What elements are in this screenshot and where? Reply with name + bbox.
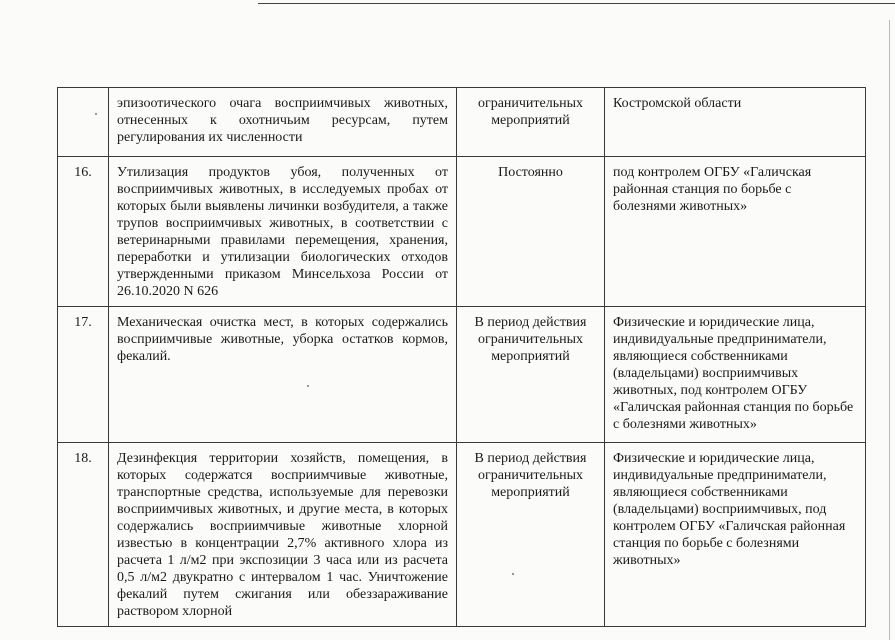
measure-description: Механическая очистка мест, в которых содержались восприимчивые животные, уборка остатков кормов, фекалий.: [109, 307, 457, 443]
table-row: [58, 88, 866, 157]
measures-table: [57, 87, 866, 627]
row-number: [58, 88, 109, 157]
measure-description: Утилизация продуктов убоя, полученных от восприимчивых животных, в исследуемых пробах от которых были выявлены личинки возбудителя, а также трупов восприимчивых животных, в соответствии с ветеринарными правилами перемещения, хранения, переработки и утилизации биологических отходов утвержденными приказом Минсельхоза России от 26.10.2020 N 626: [109, 157, 457, 307]
measure-description: Дезинфекция территории хозяйств, помещения, в которых содержатся восприимчивые животные, транспортные средства, используемые для перевозки восприимчивых животных, и другие места, в которых содержались восприимчивые животные хлорной известью в концентрации 2,7% активного хлора из расчета 1 л/м2 при экспозиции 3 часа или из расчета 0,5 л/м2 двукратно с интервалом 1 час. Уничтожение фекалий путем сжигания или обеззараживание раствором хлорной: [109, 443, 457, 627]
measure-responsible: Физические и юридические лица, индивидуальные предприниматели, являющиеся собственниками (владельцами) восприимчивых животных, под контролем ОГБУ «Галичская районная станция по борьбе с болезнями животных»: [605, 307, 866, 443]
table-row: [58, 307, 866, 443]
row-number: 16.: [58, 157, 109, 307]
scan-right-edge-line: [889, 20, 890, 640]
scan-top-edge-line: [258, 3, 895, 4]
row-number: 18.: [58, 443, 109, 627]
measure-term: В период действия ограничительных мероприятий: [457, 443, 605, 627]
scan-speck: [95, 113, 97, 115]
measure-responsible: под контролем ОГБУ «Галичская районная станция по борьбе с болезнями животных»: [605, 157, 866, 307]
measure-description: эпизоотического очага восприимчивых животных, отнесенных к охотничьим ресурсам, путем регулирования их численности: [109, 88, 457, 157]
table-row: [58, 443, 866, 627]
measure-term: В период действия ограничительных мероприятий: [457, 307, 605, 443]
row-number: 17.: [58, 307, 109, 443]
measure-responsible: Костромской области: [605, 88, 866, 157]
scan-speck: [307, 385, 309, 387]
scan-speck: [512, 573, 514, 575]
table-row: [58, 157, 866, 307]
measure-responsible: Физические и юридические лица, индивидуальные предприниматели, являющиеся собственниками (владельцами) восприимчивых, под контролем ОГБУ «Галичская районная станция по борьбе с болезнями животных»: [605, 443, 866, 627]
measure-term: ограничительных мероприятий: [457, 88, 605, 157]
measure-term: Постоянно: [457, 157, 605, 307]
